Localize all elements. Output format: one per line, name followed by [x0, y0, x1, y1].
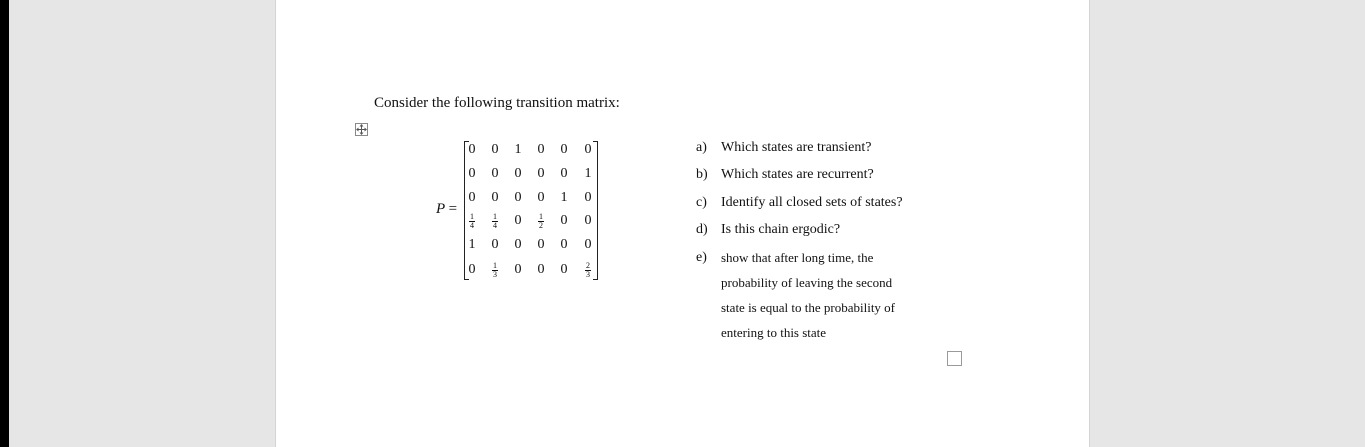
matrix-cell: 0	[514, 190, 522, 205]
matrix-cell: 0	[560, 213, 568, 228]
matrix-cell	[579, 262, 597, 279]
matrix-cell: 0	[584, 213, 592, 228]
matrix-cell: 0	[584, 237, 592, 252]
question-text: state is equal to the probability of	[721, 300, 896, 315]
fraction-denominator: 3	[493, 270, 497, 279]
matrix-cell: 0	[514, 262, 522, 277]
question-text: Which states are transient?	[721, 140, 872, 155]
fraction-numerator: 1	[539, 212, 543, 221]
matrix-cell	[463, 213, 481, 230]
matrix-left-bracket	[464, 141, 469, 280]
matrix-cell: 0	[537, 190, 545, 205]
fraction-denominator: 4	[470, 221, 474, 230]
window-edge	[0, 0, 9, 447]
fraction	[538, 213, 544, 230]
intro-text: Consider the following transition matrix:	[374, 95, 620, 111]
matrix-cell: 1	[560, 190, 568, 205]
fraction-numerator: 1	[493, 212, 497, 221]
matrix-cell: 0	[468, 142, 476, 157]
matrix-cell	[486, 262, 504, 279]
matrix-cell: 1	[514, 142, 522, 157]
move-arrows-icon	[356, 124, 367, 135]
matrix-symbol: P	[436, 201, 445, 217]
matrix-cell: 0	[537, 237, 545, 252]
matrix-cell: 0	[560, 166, 568, 181]
matrix-cell: 0	[468, 190, 476, 205]
matrix-cell: 0	[560, 262, 568, 277]
document-page	[275, 0, 1090, 447]
matrix-cell: 0	[584, 190, 592, 205]
matrix-label	[436, 201, 457, 218]
matrix-cell: 1	[584, 166, 592, 181]
matrix-cell: 0	[491, 190, 499, 205]
matrix-cell: 0	[491, 237, 499, 252]
fraction	[492, 213, 498, 230]
matrix-cell: 0	[560, 237, 568, 252]
text-boundary-marker	[947, 351, 962, 366]
matrix-cell: 0	[514, 213, 522, 228]
matrix-cell: 0	[468, 166, 476, 181]
matrix-cell: 0	[491, 166, 499, 181]
question-text: entering to this state	[721, 325, 827, 340]
matrix-equals: =	[448, 201, 458, 217]
fraction-numerator: 1	[470, 212, 474, 221]
matrix-cell	[486, 213, 504, 230]
fraction	[469, 213, 475, 230]
matrix-cell: 0	[537, 142, 545, 157]
matrix-cell: 0	[537, 166, 545, 181]
matrix-cell: 0	[584, 142, 592, 157]
matrix-cell: 0	[514, 166, 522, 181]
question-text: show that after long time, the	[721, 250, 874, 265]
fraction-denominator: 3	[586, 270, 590, 279]
matrix-cell: 1	[468, 237, 476, 252]
question-label: a)	[696, 140, 707, 155]
matrix-cell: 0	[491, 142, 499, 157]
fraction-numerator: 1	[493, 261, 497, 270]
fraction-numerator: 2	[586, 261, 590, 270]
question-text: Which states are recurrent?	[721, 167, 874, 182]
question-label: b)	[696, 167, 708, 182]
question-label: e)	[696, 250, 707, 265]
matrix-cell	[532, 213, 550, 230]
fraction	[492, 262, 498, 279]
matrix-cell: 0	[468, 262, 476, 277]
question-label: c)	[696, 195, 707, 210]
question-label: d)	[696, 222, 708, 237]
fraction-denominator: 4	[493, 221, 497, 230]
matrix-cell: 0	[514, 237, 522, 252]
matrix-right-bracket	[593, 141, 598, 280]
fraction	[585, 262, 591, 279]
question-text: Is this chain ergodic?	[721, 222, 841, 237]
matrix-cell: 0	[537, 262, 545, 277]
fraction-denominator: 2	[539, 221, 543, 230]
question-text: probability of leaving the second	[721, 275, 893, 290]
matrix-cell: 0	[560, 142, 568, 157]
question-text: Identify all closed sets of states?	[721, 195, 903, 210]
table-move-handle[interactable]	[355, 123, 368, 136]
